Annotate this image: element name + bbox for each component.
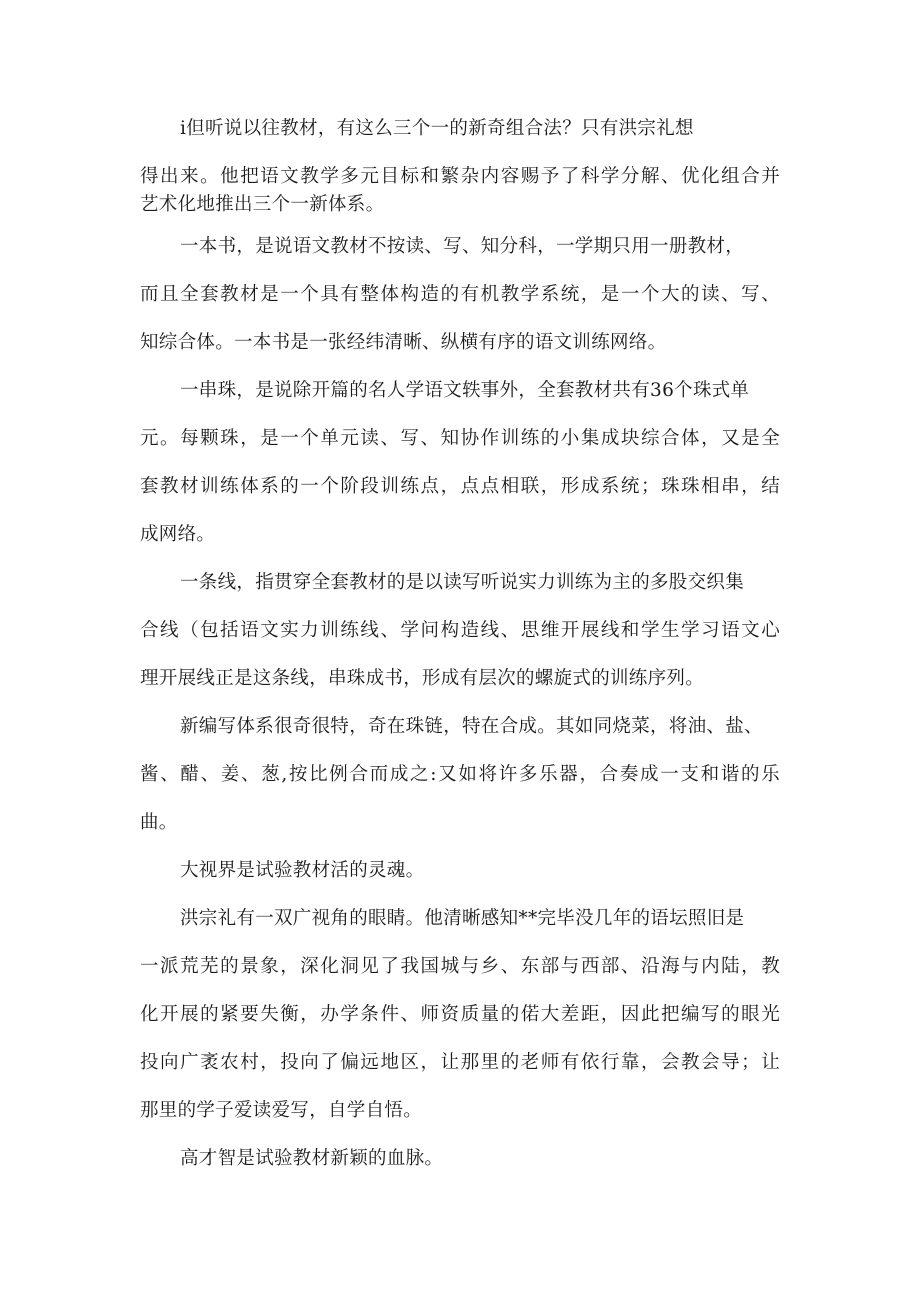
paragraph-2-line-1: 一本书，是说语文教材不按读、写、知分科，一学期只用一册教材，	[180, 236, 745, 257]
paragraph-4-line-2: 合线（包括语文实力训练线、学问构造线、思维开展线和学生学习语文心	[140, 620, 780, 641]
paragraph-8-line-1: 高才智是试验教材新颖的血脉。	[180, 1148, 444, 1169]
paragraph-7-line-1: 洪宗礼有一双广视角的眼睛。他清晰感知**完毕没几年的语坛照旧是	[180, 908, 745, 929]
paragraph-1-line-1: i但听说以往教材，有这么三个一的新奇组合法？只有洪宗礼想	[180, 118, 694, 139]
paragraph-2-line-3: 知综合体。一本书是一张经纬清晰、纵横有序的语文训练网络。	[140, 332, 667, 353]
paragraph-7-line-3: 化开展的紧要失衡，办学条件、师资质量的偌大差距，因此把编写的眼光	[140, 1004, 780, 1025]
paragraph-1-line-2: 得出来。他把语文教学多元目标和繁杂内容赐予了科学分解、优化组合并	[140, 166, 780, 187]
paragraph-3-line-2: 元。每颗珠，是一个单元读、写、知协作训练的小集成块综合体，又是全	[140, 428, 780, 449]
paragraph-7-line-2: 一派荒芜的景象，深化洞见了我国城与乡、东部与西部、沿海与内陆，教	[140, 956, 780, 977]
paragraph-4-line-3: 理开展线正是这条线，串珠成书，形成有层次的螺旋式的训练序列。	[140, 668, 705, 689]
paragraph-5-line-3: 曲。	[140, 812, 178, 833]
paragraph-4-line-1: 一条线，指贯穿全套教材的是以读写听说实力训练为主的多股交织集	[180, 572, 745, 593]
paragraph-7-line-5: 那里的学子爱读爱写，自学自悟。	[140, 1100, 423, 1121]
paragraph-5-line-2: 酱、醋、姜、葱,按比例合而成之:又如将许多乐器，合奏成一支和谐的乐	[140, 764, 780, 785]
paragraph-3-line-1: 一串珠，是说除开篇的名人学语文轶事外，全套教材共有36个珠式单	[180, 380, 750, 401]
paragraph-2-line-2: 而且全套教材是一个具有整体构造的有机教学系统，是一个大的读、写、	[140, 284, 780, 305]
paragraph-3-line-4: 成网络。	[140, 524, 216, 545]
paragraph-5-line-1: 新编写体系很奇很特，奇在珠链，特在合成。其如同烧菜，将油、盐、	[180, 716, 763, 737]
paragraph-6-line-1: 大视界是试验教材活的灵魂。	[180, 860, 425, 881]
paragraph-1-line-3: 艺术化地推出三个一新体系。	[140, 194, 385, 215]
paragraph-7-line-4: 投向广袤农村，投向了偏远地区，让那里的老师有依行靠，会教会导；让	[140, 1052, 780, 1073]
paragraph-3-line-3: 套教材训练体系的一个阶段训练点，点点相联，形成系统；珠珠相串，结	[140, 476, 780, 497]
